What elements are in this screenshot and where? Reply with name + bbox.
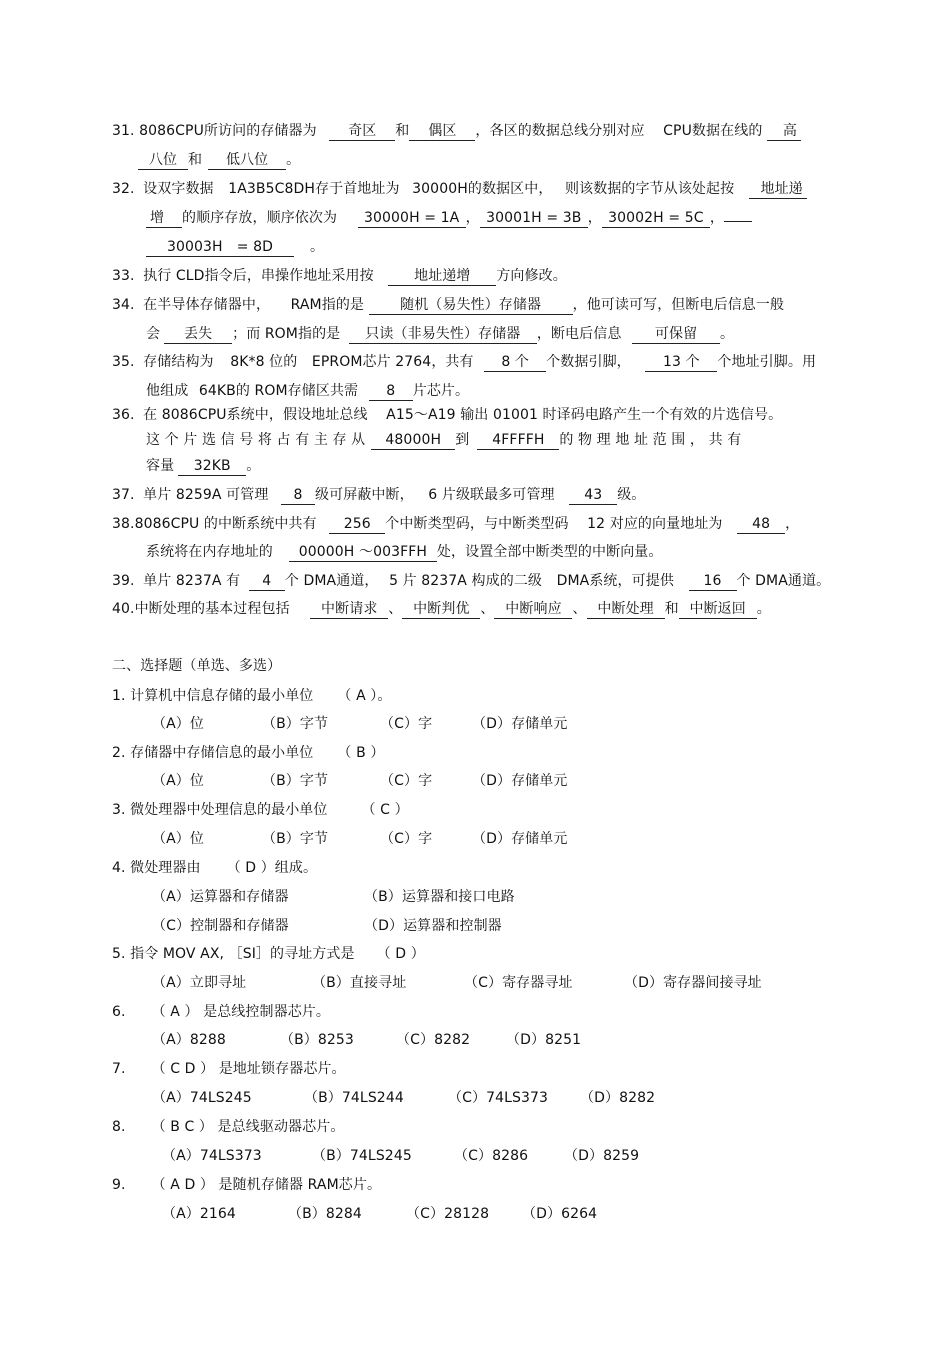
question-text: 设双字数据 [143, 181, 214, 197]
question-text: 存储结构为 [143, 354, 214, 370]
question-text: 的数据区中， [467, 181, 553, 197]
answer-blank: 00000H ～003FFH [289, 543, 437, 562]
question-text: 存于首地址为 [315, 181, 400, 197]
choice-option: （C）字 [380, 773, 433, 789]
choice-option: （D）8282 [580, 1090, 656, 1106]
question-text: 12 对应的向量地址为 [587, 516, 723, 532]
answer-blank: 30002H = 5C [602, 209, 710, 228]
choice-option: （D）存储单元 [472, 773, 568, 789]
question-number: 33. [112, 268, 135, 284]
answer-blank: 256 [329, 515, 385, 534]
question-text: 。 [286, 152, 301, 168]
question-text: 5. 指令 MOV AX, ［SI］的寻址方式是 [112, 946, 355, 962]
answer-blank: 48000H [371, 431, 455, 450]
question-31-line-1 [112, 121, 801, 141]
question-text: 片芯片。 [412, 383, 470, 399]
question-text: 系统将在内存地址的 [146, 544, 273, 560]
choice-option: （B）74LS244 [304, 1090, 404, 1106]
question-text: ， [785, 516, 800, 532]
answer-blank: 16 [689, 572, 737, 591]
answer-text: （ D ）组成。 [226, 860, 318, 876]
question-36-line-1 [112, 405, 782, 425]
question-34-line-2 [146, 324, 734, 344]
question-35-line-1 [112, 352, 816, 372]
choice-option: （A）2164 [162, 1206, 236, 1222]
choice-option: （C）74LS373 [448, 1090, 548, 1106]
choice-option: （D）存储单元 [472, 831, 568, 847]
question-text: 个 DMA通道。 [736, 573, 831, 589]
question-text: 9. [112, 1177, 126, 1193]
choice-option: （A）位 [152, 716, 204, 732]
choice-option: （C）8286 [454, 1148, 529, 1164]
question-text: 1A3B5C8DH [228, 181, 315, 197]
question-number: 32. [112, 181, 135, 197]
question-text: 4. 微处理器由 [112, 860, 201, 876]
choice-option: （C）字 [380, 716, 433, 732]
answer-blank: 中断响应 [494, 600, 572, 619]
question-text: ，断电后信息 [536, 326, 622, 342]
answer-blank: 30001H = 3B [480, 209, 588, 228]
choice-option: （A）立即寻址 [152, 975, 247, 991]
question-text: 1. 计算机中信息存储的最小单位 [112, 688, 314, 704]
answer-blank: 中断返回 [679, 600, 757, 619]
question-text: 执行 CLD指令后，串操作地址采用按 [143, 268, 374, 284]
question-35-line-2 [146, 381, 469, 401]
question-text: 30000H [412, 181, 468, 197]
question-31-line-2 [138, 150, 300, 170]
answer-blank: 8 [281, 486, 315, 505]
choice-option: （B）运算器和接口电路 [364, 889, 515, 905]
choice-option: （C）寄存器寻址 [464, 975, 573, 991]
question-38-line-2 [146, 542, 663, 562]
choice-option: （A）位 [152, 831, 204, 847]
question-text: 中断处理的基本过程包括 [134, 601, 290, 617]
choice-question-stem [112, 858, 317, 878]
question-text: 个地址引脚。用 [717, 354, 817, 370]
choice-question-stem [112, 800, 409, 820]
answer-blank: 4 [249, 572, 285, 591]
question-text: 他组成 [146, 383, 189, 399]
choice-option: （D）6264 [522, 1206, 598, 1222]
answer-text: （ C ） [361, 802, 409, 818]
answer-blank: 32KB [178, 457, 246, 476]
question-32-line-1 [112, 179, 807, 199]
question-number: 34. [112, 297, 135, 313]
question-33-line-1 [112, 266, 567, 286]
question-number: 37. [112, 487, 135, 503]
question-text: 到 [455, 432, 470, 448]
question-text: 3. 微处理器中处理信息的最小单位 [112, 802, 328, 818]
answer-blank: 8 个 [484, 353, 546, 372]
question-text: EPROM芯片 2764，共有 [311, 354, 474, 370]
question-32-line-3 [146, 237, 324, 257]
question-text: DMA系统，可提供 [556, 573, 674, 589]
question-text: 64KB的 ROM存储区共需 [198, 383, 359, 399]
answer-blank: 高 [767, 122, 801, 141]
choice-option: （B）8284 [288, 1206, 362, 1222]
section-2-title: 二、选择题（单选、多选） [112, 658, 282, 674]
question-34-line-1 [112, 295, 784, 315]
choice-option: （A）74LS245 [152, 1090, 252, 1106]
question-text: 8086CPU所访问的存储器为 [139, 123, 317, 139]
question-text: 则该数据的字节从该处起按 [565, 181, 735, 197]
question-39-line-1 [112, 571, 830, 591]
question-text: 方向修改。 [496, 268, 567, 284]
question-text: 会 [146, 326, 161, 342]
answer-blank: 地址递 [749, 180, 807, 199]
question-text: 5 片 8237A 构成的二级 [389, 573, 543, 589]
choice-option: （C）控制器和存储器 [152, 918, 289, 934]
answer-blank: 30003H = 8D [146, 238, 294, 257]
answer-blank: 13 个 [645, 353, 717, 372]
choice-option: （A）运算器和存储器 [152, 889, 289, 905]
choice-option: （B）直接寻址 [312, 975, 407, 991]
question-text: A15～A19 输出 01001 时译码电路产生一个有效的片选信号。 [386, 407, 783, 423]
question-text: 级。 [617, 487, 646, 503]
question-text: 。 [310, 239, 325, 255]
answer-blank: 丢失 [164, 325, 232, 344]
answer-blank: 8 [369, 382, 413, 401]
separator: 。 [756, 601, 771, 617]
question-text: 级可屏蔽中断， [315, 487, 414, 503]
choice-option: （B）字节 [262, 773, 329, 789]
choice-question-stem [112, 1175, 381, 1195]
question-number: 31. [112, 123, 135, 139]
choice-option: （D）8259 [564, 1148, 640, 1164]
question-text: 容量 [146, 458, 175, 474]
choice-option: （B）74LS245 [312, 1148, 412, 1164]
question-text: 和 [188, 152, 203, 168]
separator: 、 [388, 601, 403, 617]
question-text: RAM指的是 [290, 297, 365, 313]
choice-question-stem [112, 944, 425, 964]
choice-option: （D）存储单元 [472, 716, 568, 732]
separator: 、 [572, 601, 587, 617]
question-text: 。 [246, 458, 261, 474]
answer-text: （ A D ） 是随机存储器 RAM芯片。 [151, 1177, 382, 1193]
question-text: 单片 8237A 有 [143, 573, 241, 589]
answer-blank: 只读（非易失性）存储器 [349, 325, 537, 344]
answer-text: （ C D ） 是地址锁存器芯片。 [151, 1061, 346, 1077]
question-32-line-2 [146, 208, 752, 228]
question-text: 6. [112, 1004, 126, 1020]
answer-text: （ D ） [376, 946, 425, 962]
answer-text: （ A ）。 [337, 688, 392, 704]
answer-blank: 48 [737, 515, 785, 534]
answer-blank: 中断处理 [587, 600, 665, 619]
answer-blank: 增 [146, 209, 182, 228]
question-text: 这 个 片 选 信 号 将 占 有 主 存 从 [146, 432, 366, 448]
question-text: CPU数据在线的 [663, 123, 763, 139]
question-37-line-1 [112, 485, 645, 505]
question-text: 。 [720, 326, 735, 342]
question-40-line-1 [112, 599, 771, 619]
question-text: 处，设置全部中断类型的中断向量。 [436, 544, 663, 560]
question-text: 8. [112, 1119, 126, 1135]
choice-option: （C）字 [380, 831, 433, 847]
answer-blank: 八位 [138, 151, 188, 170]
separator: ， [587, 210, 602, 226]
answer-blank: 可保留 [632, 325, 720, 344]
answer-blank: 低八位 [208, 151, 286, 170]
question-text: 在 8086CPU系统中，假设地址总线 [143, 407, 368, 423]
question-text: 7. [112, 1061, 126, 1077]
choice-option: （A）74LS373 [162, 1148, 262, 1164]
choice-option: （B）字节 [262, 831, 329, 847]
question-36-line-3 [146, 456, 260, 476]
separator: 、 [480, 601, 495, 617]
answer-blank: 地址递增 [388, 267, 496, 286]
choice-question-stem [112, 743, 384, 763]
separator: 和 [664, 601, 679, 617]
question-text: 个中断类型码，与中断类型码 [385, 516, 569, 532]
question-text: 8086CPU 的中断系统中共有 [134, 516, 317, 532]
answer-text: （ A ） 是总线控制器芯片。 [151, 1004, 330, 1020]
answer-blank: 偶区 [409, 122, 475, 141]
answer-text: （ B ） [337, 745, 385, 761]
separator: ， [465, 210, 480, 226]
question-text: 8K*8 位的 [230, 354, 298, 370]
answer-blank: 30000H = 1A [358, 209, 466, 228]
question-number: 38. [112, 516, 135, 532]
question-number: 39. [112, 573, 135, 589]
choice-option: （D）寄存器间接寻址 [624, 975, 762, 991]
question-text: 在半导体存储器中， [143, 297, 271, 313]
choice-option: （D）8251 [506, 1032, 582, 1048]
question-text: 的顺序存放，顺序依次为 [182, 210, 338, 226]
choice-option: （B）字节 [262, 716, 329, 732]
question-text: 和 [395, 123, 410, 139]
separator: ， [709, 210, 724, 226]
answer-blank: 4FFFFH [477, 431, 559, 450]
choice-question-stem [112, 1002, 330, 1022]
question-text: 2. 存储器中存储信息的最小单位 [112, 745, 314, 761]
choice-option: （C）28128 [406, 1206, 490, 1222]
question-text: ；而 ROM指的是 [232, 326, 341, 342]
question-number: 35. [112, 354, 135, 370]
answer-blank: 中断判优 [402, 600, 480, 619]
question-number: 36. [112, 407, 135, 423]
answer-blank: 随机（易失性）存储器 [369, 296, 573, 315]
question-text: 单片 8259A 可管理 [143, 487, 269, 503]
choice-question-stem [112, 1059, 346, 1079]
question-number: 40. [112, 601, 135, 617]
question-text: 6 片级联最多可管理 [428, 487, 555, 503]
choice-option: （A）8288 [152, 1032, 226, 1048]
question-36-line-2 [146, 430, 741, 450]
answer-blank: 中断请求 [310, 600, 388, 619]
choice-option: （C）8282 [396, 1032, 471, 1048]
choice-question-stem [112, 686, 392, 706]
choice-option: （A）位 [152, 773, 204, 789]
answer-blank: 43 [569, 486, 617, 505]
question-38-line-1 [112, 514, 799, 534]
question-text: 个数据引脚， [546, 354, 631, 370]
choice-option: （B）8253 [280, 1032, 354, 1048]
choice-option: （D）运算器和控制器 [364, 918, 502, 934]
question-text: 个 DMA通道， [284, 573, 379, 589]
answer-blank: 奇区 [329, 122, 395, 141]
question-text: ，他可读可写，但断电后信息一般 [572, 297, 785, 313]
question-text: 的 物 理 地 址 范 围 ， 共 有 [559, 432, 742, 448]
question-text: ，各区的数据总线分别对应 [475, 123, 645, 139]
choice-question-stem [112, 1117, 344, 1137]
answer-text: （ B C ） 是总线驱动器芯片。 [151, 1119, 345, 1135]
